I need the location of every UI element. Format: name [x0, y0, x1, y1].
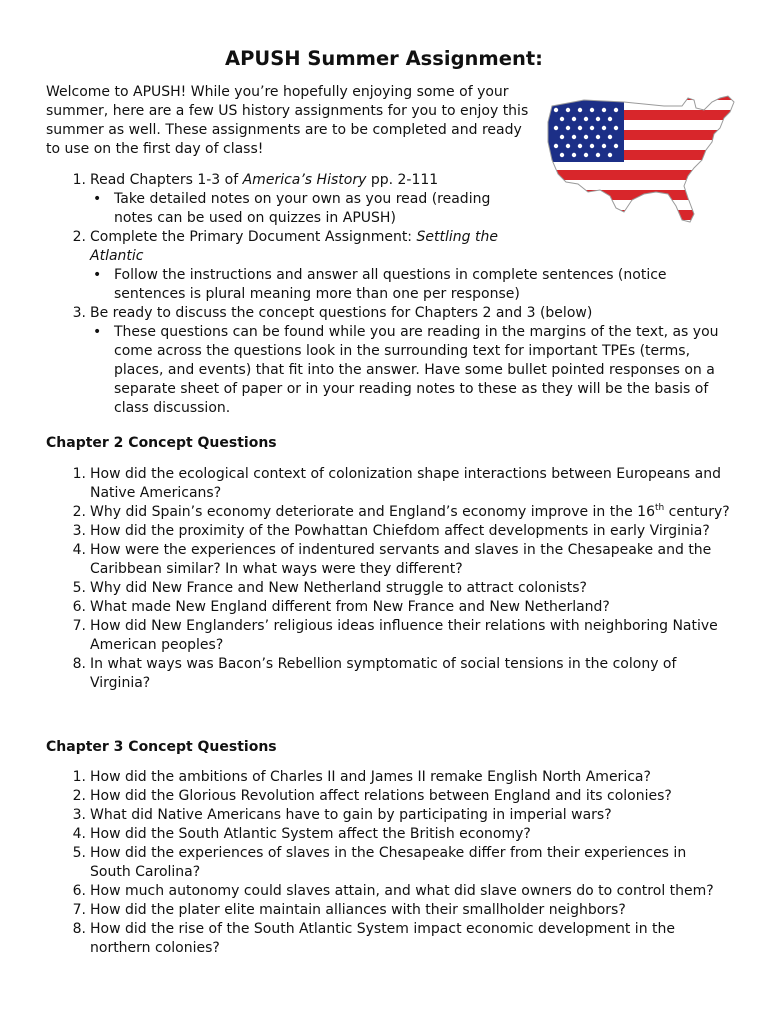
question-item [72, 503, 730, 522]
question-text: How were the experiences of indentured servants and slaves in the Chesapeake and the Caribbean similar? In what ways were they different? [90, 542, 712, 577]
question-text: How did the rise of the South Atlantic System impact economic development in the northern colonies? [90, 921, 675, 956]
page-title: APUSH Summer Assignment: [225, 47, 543, 70]
list-number: 1. [72, 769, 86, 785]
question-item [72, 579, 730, 598]
list-number: 3. [72, 523, 86, 539]
question-text: Why did Spain’s economy deteriorate and England’s economy improve in the 16 [90, 504, 655, 520]
list-number: 8. [72, 656, 86, 672]
question-text: In what ways was Bacon’s Rebellion symptomatic of social tensions in the colony of Virginia? [90, 656, 677, 691]
list-number: 1. [72, 466, 86, 482]
question-text-tail: century? [664, 504, 730, 520]
question-item [72, 882, 730, 901]
intro-paragraph: Welcome to APUSH! While you’re hopefully enjoying some of your summer, here are a few US history assignments for you to enjoy this summer as well. These assignments are to be completed and ready to use on the first day of class! [46, 84, 529, 157]
list-number: 8. [72, 921, 86, 937]
question-item [72, 522, 730, 541]
list-number: 3. [72, 807, 86, 823]
bullet-item: • Follow the instructions and answer all questions in complete sentences (notice sentences is plural meaning more than one per response) [90, 266, 730, 304]
question-text: How did the proximity of the Powhattan Chiefdom affect developments in early Virginia? [90, 523, 710, 539]
question-item [72, 768, 730, 787]
question-text: How did the Glorious Revolution affect relations between England and its colonies? [90, 788, 672, 804]
superscript: th [655, 503, 665, 513]
list-number: 2. [72, 788, 86, 804]
list-number: 7. [72, 902, 86, 918]
question-item [72, 541, 730, 579]
question-item [72, 806, 730, 825]
sub-list [90, 323, 730, 418]
list-number: 5. [72, 580, 86, 596]
bullet-item: • Take detailed notes on your own as you read (reading notes can be used on quizzes in APUSH) [90, 190, 520, 228]
assignment-text-suffix: pp. 2-111 [366, 172, 439, 188]
sub-list [90, 266, 730, 304]
question-text: Why did New France and New Netherland struggle to attract colonists? [90, 580, 587, 596]
question-text: How much autonomy could slaves attain, and what did slave owners do to control them? [90, 883, 714, 899]
question-text: How did the plater elite maintain alliances with their smallholder neighbors? [90, 902, 626, 918]
assignment-text: Complete the Primary Document Assignment: [90, 229, 417, 245]
chapter-3-heading: Chapter 3 Concept Questions [46, 739, 277, 755]
assignment-item-3 [72, 304, 730, 418]
chapter-3-question-list [72, 768, 730, 958]
list-number: 3. [72, 305, 86, 321]
question-text: How did the experiences of slaves in the Chesapeake differ from their experiences in South Carolina? [90, 845, 687, 880]
question-item [72, 901, 730, 920]
question-text: How did New Englanders’ religious ideas influence their relations with neighboring Native American peoples? [90, 618, 718, 653]
question-text: How did the South Atlantic System affect the British economy? [90, 826, 531, 842]
question-item [72, 598, 730, 617]
assignment-list [72, 171, 730, 418]
sub-list [90, 190, 520, 228]
assignment-text: Be ready to discuss the concept questions for Chapters 2 and 3 (below) [90, 305, 593, 321]
list-number: 6. [72, 883, 86, 899]
question-text: How did the ecological context of colonization shape interactions between Europeans and Native Americans? [90, 466, 722, 501]
chapter-2-question-list [72, 465, 730, 693]
list-number: 5. [72, 845, 86, 861]
assignment-item-2 [72, 228, 730, 304]
bullet-item: • These questions can be found while you are reading in the margins of the text, as you come across the questions look in the surrounding text for important TPEs (terms, places, and events) that fit into the answer. Have some bullet pointed responses on a separate sheet of paper or in your reading notes to these as they will be the basis of class discussion. [90, 323, 730, 418]
question-text: What made New England different from New France and New Netherland? [90, 599, 610, 615]
question-item [72, 920, 730, 958]
book-title: America’s History [242, 172, 367, 188]
question-item [72, 844, 730, 882]
question-item [72, 655, 730, 693]
list-number: 6. [72, 599, 86, 615]
question-item [72, 787, 730, 806]
question-item [72, 825, 730, 844]
chapter-2-heading: Chapter 2 Concept Questions [46, 435, 277, 451]
assignment-title: Settling the Atlantic [90, 229, 498, 264]
list-number: 2. [72, 229, 86, 245]
question-text: What did Native Americans have to gain by participating in imperial wars? [90, 807, 612, 823]
question-item [72, 465, 730, 503]
question-text: How did the ambitions of Charles II and James II remake English North America? [90, 769, 651, 785]
assignment-text: Read Chapters 1-3 of [90, 172, 243, 188]
list-number: 7. [72, 618, 86, 634]
list-number: 2. [72, 504, 86, 520]
list-number: 4. [72, 826, 86, 842]
question-item [72, 617, 730, 655]
assignment-item-1 [72, 171, 730, 228]
list-number: 4. [72, 542, 86, 558]
list-number: 1. [72, 172, 86, 188]
